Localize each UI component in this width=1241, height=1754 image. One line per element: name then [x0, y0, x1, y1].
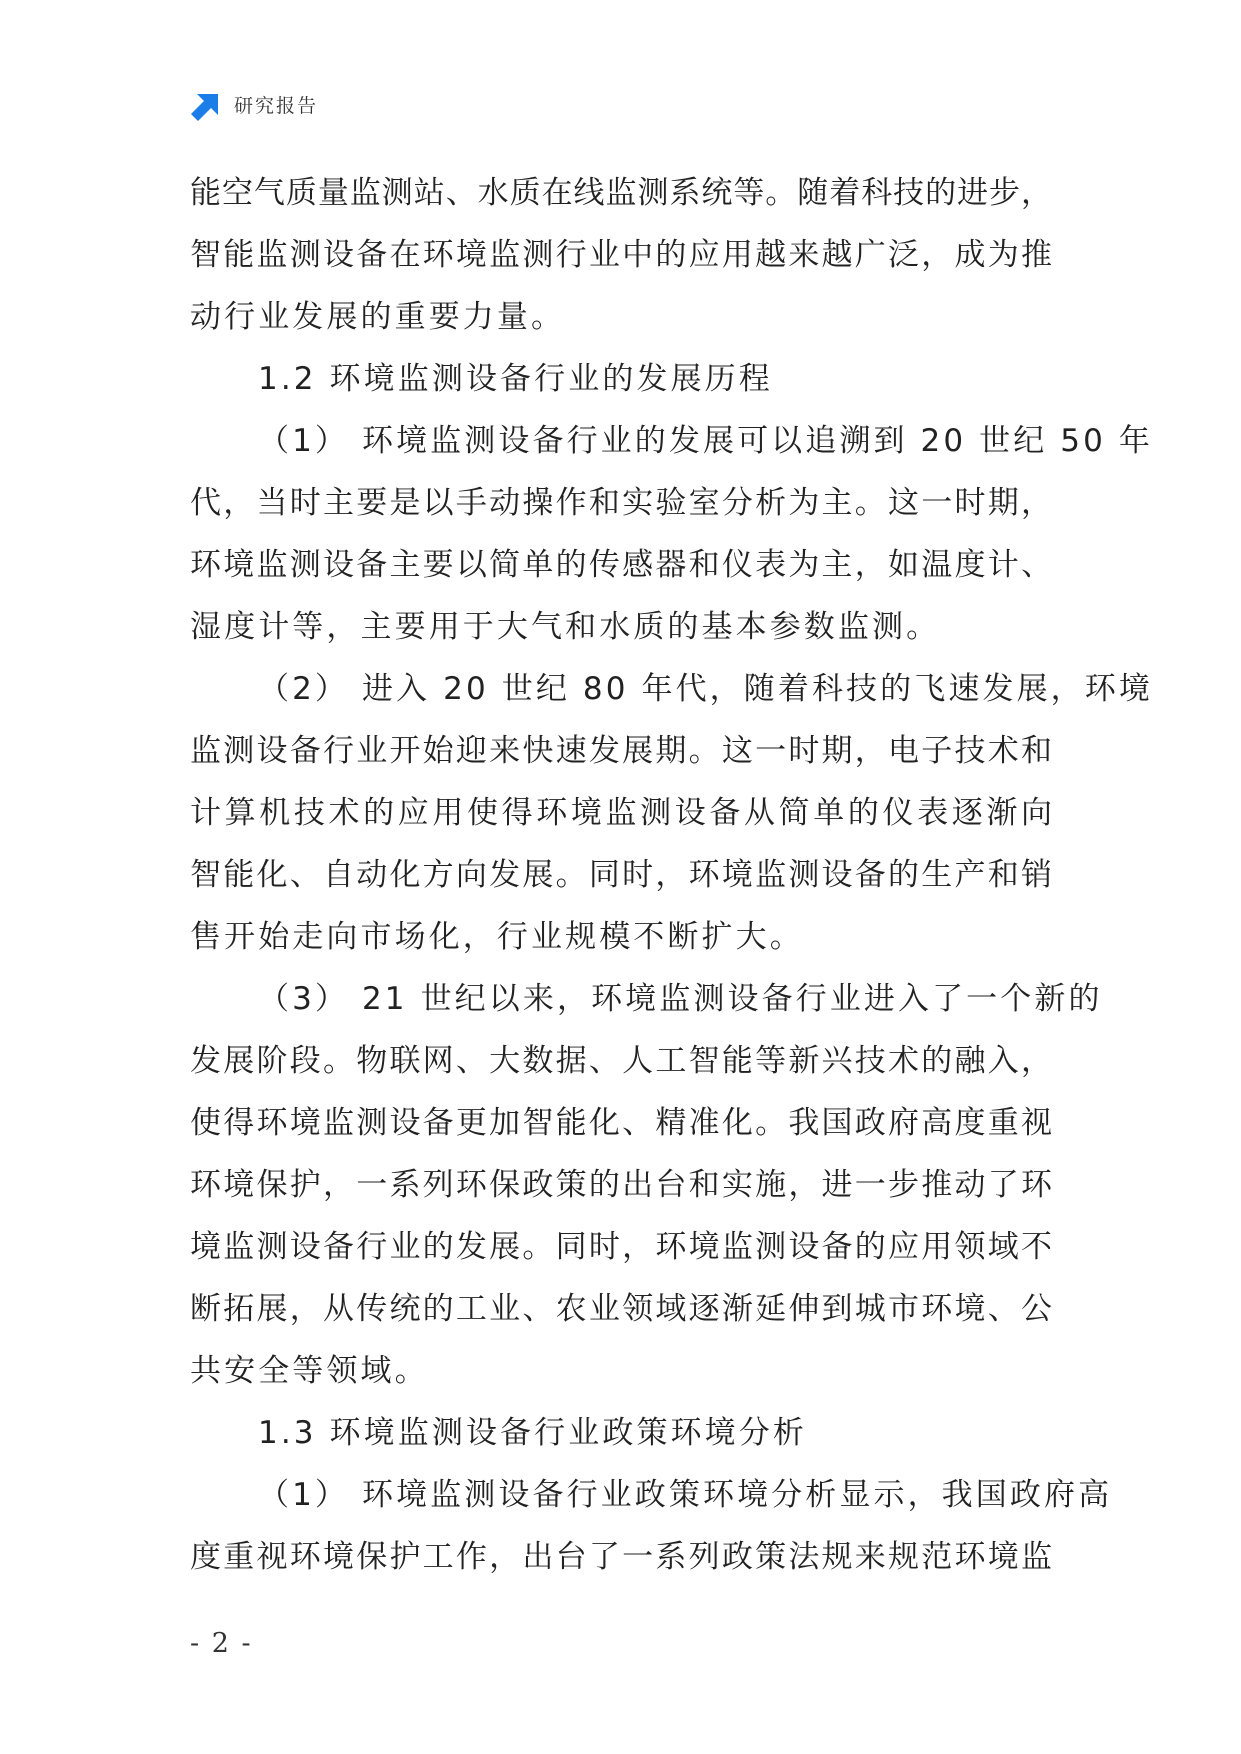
body-line: 发展阶段。物联网、大数据、人工智能等新兴技术的融入， [190, 1043, 1052, 1079]
body-line: 使得环境监测设备更加智能化、精准化。我国政府高度重视 [190, 1105, 1052, 1141]
body-line: 环境保护，一系列环保政策的出台和实施，进一步推动了环 [190, 1167, 1052, 1203]
body-line: 度重视环境保护工作，出台了一系列政策法规来规范环境监 [190, 1539, 1052, 1575]
body-line: 环境监测设备主要以简单的传感器和仪表为主，如温度计、 [190, 547, 1052, 583]
body-line: 能空气质量监测站、水质在线监测系统等。随着科技的进步， [190, 175, 1052, 211]
paragraph-first-line: （1） 环境监测设备行业政策环境分析显示，我国政府高 [258, 1477, 1113, 1513]
body-line: 境监测设备行业的发展。同时，环境监测设备的应用领域不 [190, 1229, 1052, 1265]
body-line: 智能监测设备在环境监测行业中的应用越来越广泛，成为推 [190, 237, 1052, 273]
arrow-up-right-icon [190, 90, 222, 122]
paragraph-first-line: （1） 环境监测设备行业的发展可以追溯到 20 世纪 50 年 [258, 423, 1153, 459]
report-title: 研究报告 [234, 95, 319, 117]
page-number: - 2 - [190, 1628, 253, 1659]
body-line: 动行业发展的重要力量。 [190, 299, 566, 335]
body-line: 监测设备行业开始迎来快速发展期。这一时期，电子技术和 [190, 733, 1052, 769]
body-line: 智能化、自动化方向发展。同时，环境监测设备的生产和销 [190, 857, 1052, 893]
body-line: 代，当时主要是以手动操作和实验室分析为主。这一时期， [190, 485, 1052, 521]
body-line: 湿度计等，主要用于大气和水质的基本参数监测。 [190, 609, 941, 645]
section-heading: 1.2 环境监测设备行业的发展历程 [258, 361, 773, 397]
body-line: 计算机技术的应用使得环境监测设备从简单的仪表逐渐向 [190, 795, 1052, 831]
body-line: 共安全等领域。 [190, 1353, 429, 1389]
paragraph-first-line: （2） 进入 20 世纪 80 年代，随着科技的飞速发展，环境 [258, 671, 1153, 707]
page-header [190, 88, 318, 124]
section-heading: 1.3 环境监测设备行业政策环境分析 [258, 1415, 807, 1451]
body-line: 售开始走向市场化，行业规模不断扩大。 [190, 919, 804, 955]
body-line: 断拓展，从传统的工业、农业领域逐渐延伸到城市环境、公 [190, 1291, 1052, 1327]
paragraph-first-line: （3） 21 世纪以来，环境监测设备行业进入了一个新的 [258, 981, 1103, 1017]
document-body [190, 162, 1153, 1588]
